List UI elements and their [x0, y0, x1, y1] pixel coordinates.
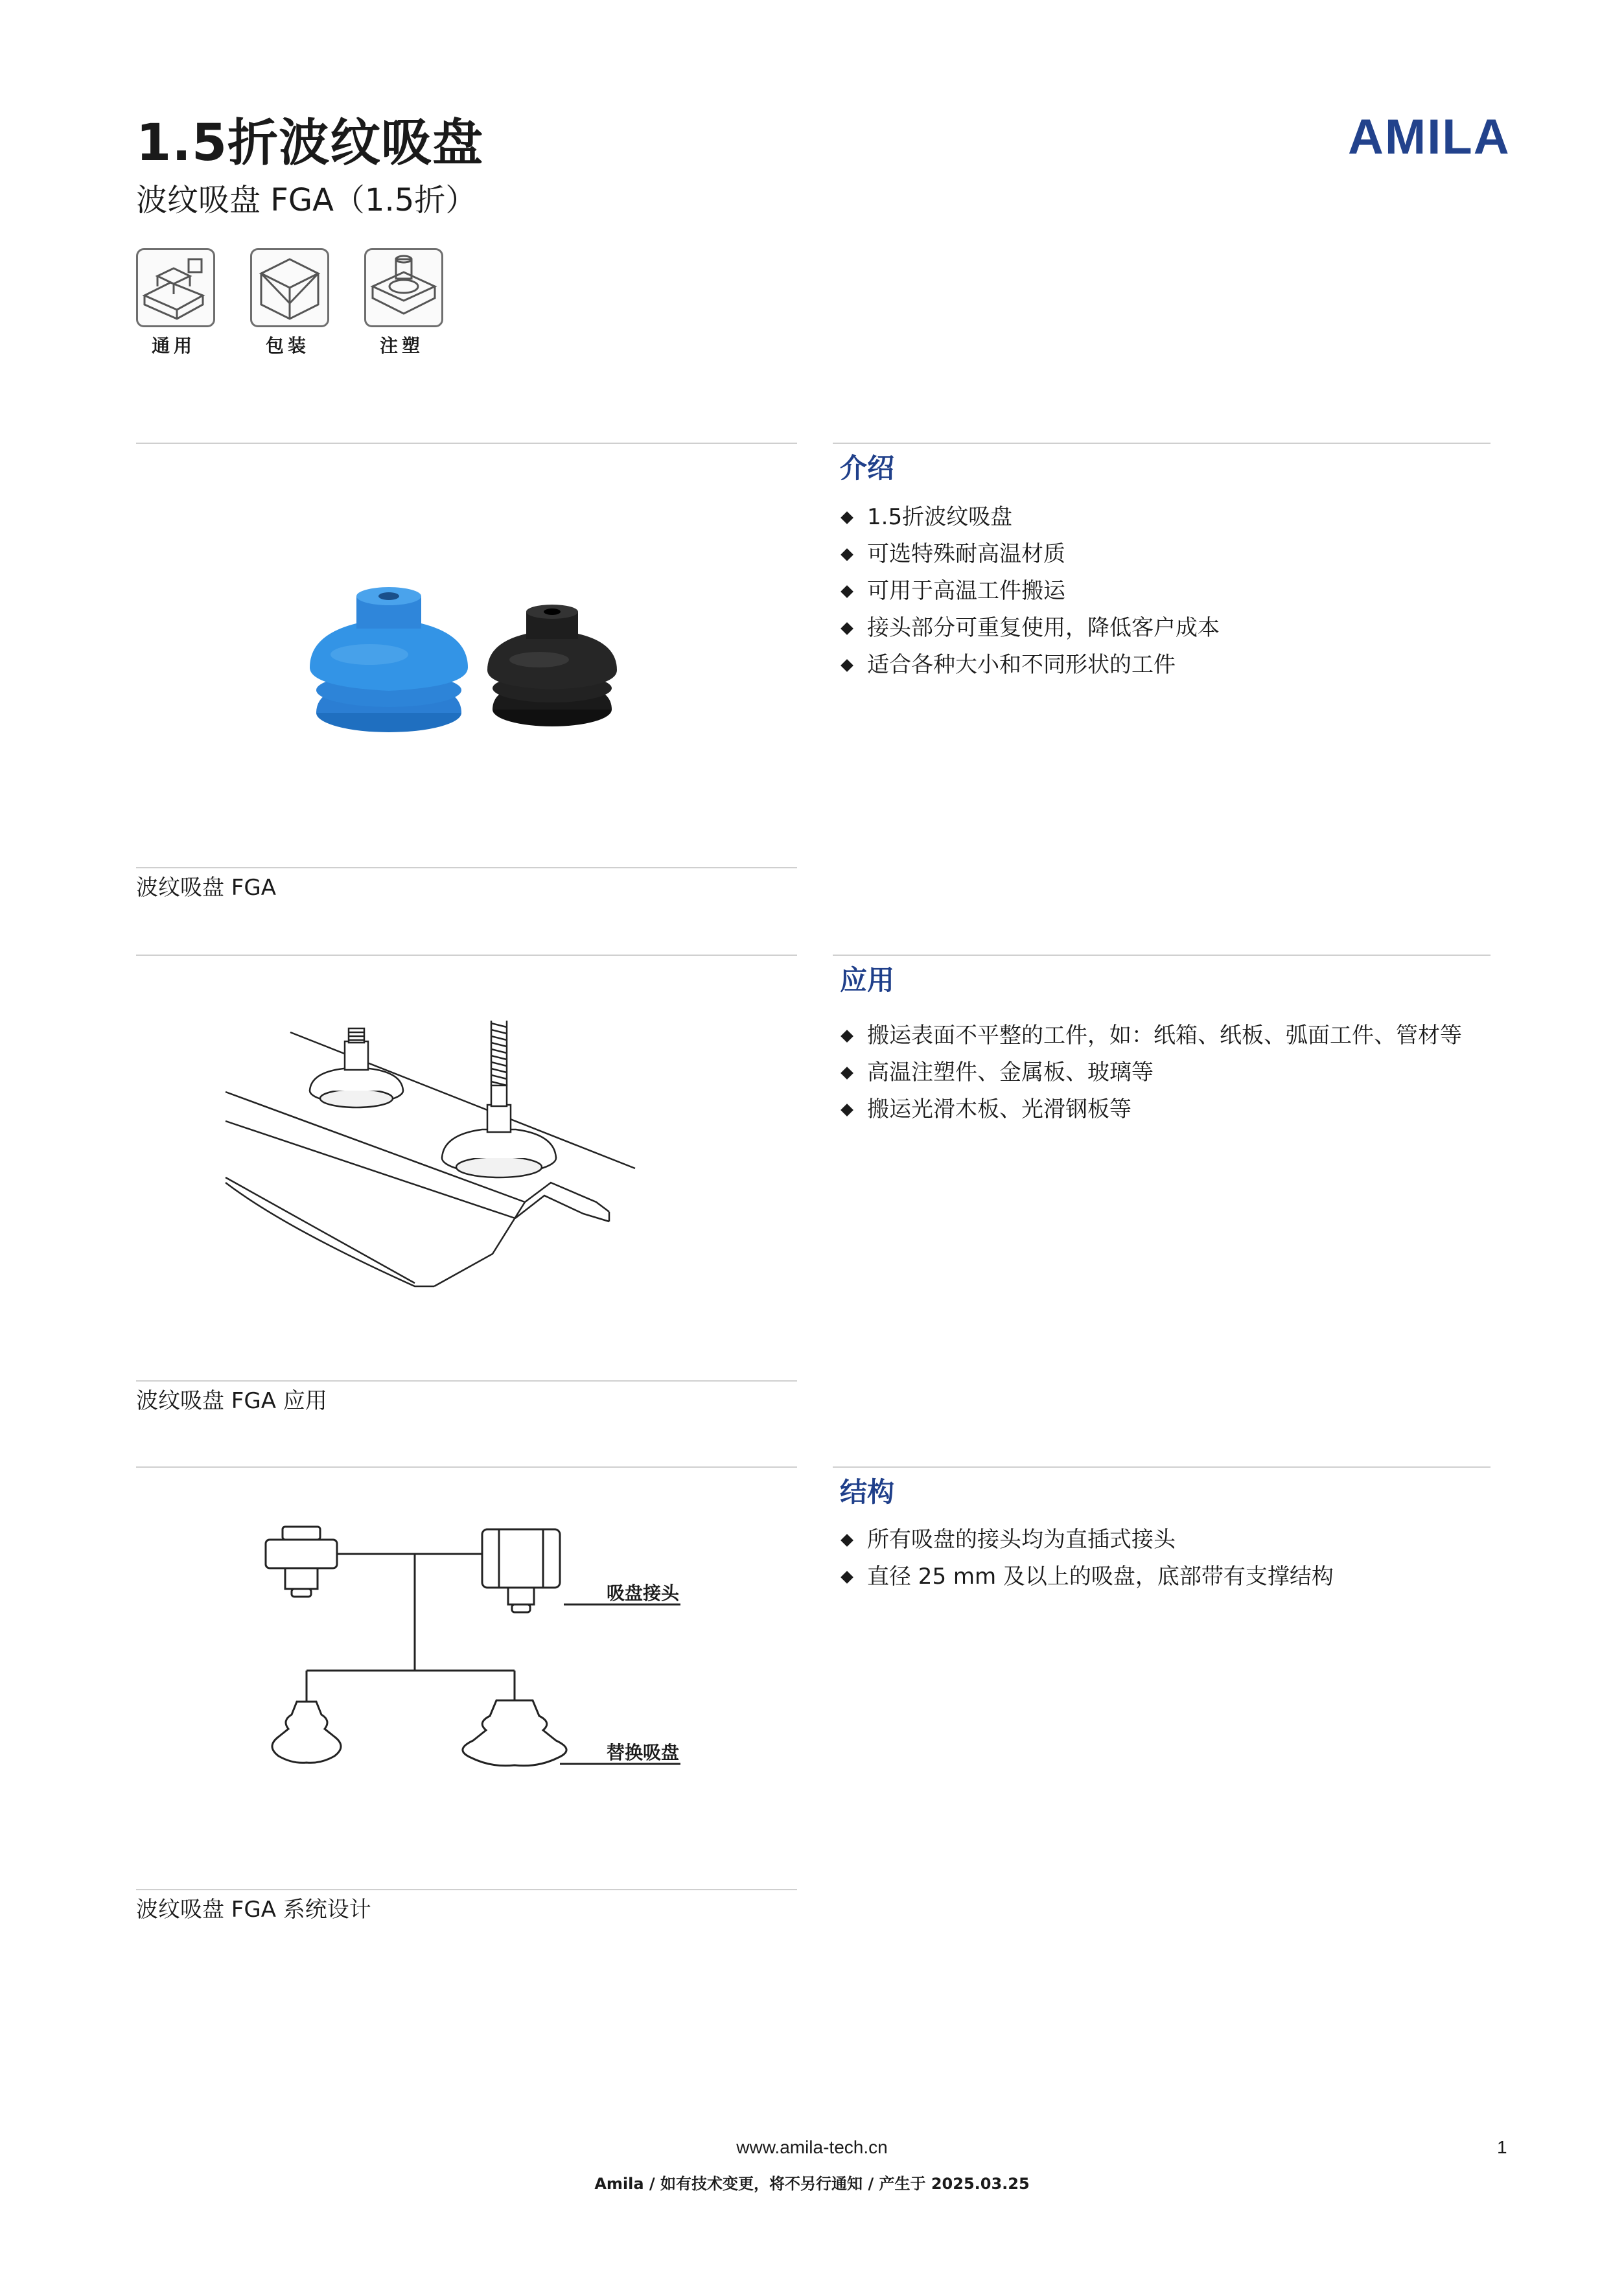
- list-item: 搬运表面不平整的工件，如：纸箱、纸板、弧面工件、管材等: [840, 1017, 1462, 1054]
- black-suction-cup: [487, 605, 617, 726]
- divider: [136, 1466, 797, 1468]
- system-design-diagram: [259, 1523, 700, 1798]
- divider: [833, 443, 1491, 444]
- page-number: 1: [1497, 2137, 1507, 2157]
- list-item: 直径 25 mm 及以上的吸盘，底部带有支撑结构: [840, 1558, 1334, 1595]
- diamond-bullet-icon: [841, 585, 853, 598]
- suction-cup-photo: [285, 583, 648, 754]
- icon-label-injection: 注塑: [379, 335, 424, 356]
- divider: [833, 1466, 1491, 1468]
- application-bullet-list: [840, 1017, 1462, 1128]
- brand-logo: AMILA: [1348, 110, 1511, 165]
- divider: [136, 1889, 797, 1890]
- list-item: 可选特殊耐高温材质: [840, 536, 1220, 573]
- section-title-intro: 介绍: [840, 452, 895, 484]
- divider: [136, 867, 797, 868]
- blue-suction-cup: [310, 587, 468, 732]
- diamond-bullet-icon: [841, 1571, 853, 1584]
- diamond-bullet-icon: [841, 511, 853, 524]
- list-item: 1.5折波纹吸盘: [840, 499, 1220, 536]
- diamond-bullet-icon: [841, 622, 853, 635]
- footer-url[interactable]: www.amila-tech.cn: [736, 2137, 888, 2157]
- figure-caption: 波纹吸盘 FGA: [136, 875, 276, 901]
- section-title-application: 应用: [840, 964, 895, 996]
- diamond-bullet-icon: [841, 1067, 853, 1080]
- footer-note: Amila / 如有技术变更，将不另行通知 / 产生于 2025.03.25: [594, 2175, 1030, 2193]
- divider: [136, 1380, 797, 1382]
- injection-molding-icon: [364, 248, 443, 327]
- structure-bullet-list: [840, 1522, 1334, 1595]
- page-subtitle: 波纹吸盘 FGA（1.5折）: [136, 182, 477, 218]
- diamond-bullet-icon: [841, 548, 853, 561]
- divider: [136, 443, 797, 444]
- icon-label-packaging: 包装: [265, 335, 310, 356]
- list-item: 可用于高温工件搬运: [840, 573, 1220, 610]
- application-illustration: [220, 1008, 661, 1302]
- icon-label-general: 通用: [151, 335, 196, 356]
- figure-caption: 波纹吸盘 FGA 系统设计: [136, 1897, 371, 1923]
- divider: [136, 955, 797, 956]
- diamond-bullet-icon: [841, 1030, 853, 1043]
- list-item: 搬运光滑木板、光滑钢板等: [840, 1091, 1462, 1128]
- list-item: 接头部分可重复使用，降低客户成本: [840, 610, 1220, 647]
- divider: [833, 955, 1491, 956]
- general-purpose-icon: [136, 248, 215, 327]
- list-item: 所有吸盘的接头均为直插式接头: [840, 1522, 1334, 1558]
- packaging-icon: [250, 248, 329, 327]
- diamond-bullet-icon: [841, 659, 853, 672]
- list-item: 适合各种大小和不同形状的工件: [840, 647, 1220, 684]
- section-title-structure: 结构: [840, 1476, 895, 1508]
- fitting-label: 吸盘接头: [607, 1582, 680, 1604]
- list-item: 高温注塑件、金属板、玻璃等: [840, 1054, 1462, 1091]
- intro-bullet-list: [840, 499, 1220, 684]
- diamond-bullet-icon: [841, 1104, 853, 1117]
- cup-label: 替换吸盘: [607, 1742, 680, 1763]
- diamond-bullet-icon: [841, 1534, 853, 1547]
- page-title: 1.5折波纹吸盘: [136, 114, 484, 172]
- figure-caption: 波纹吸盘 FGA 应用: [136, 1388, 327, 1414]
